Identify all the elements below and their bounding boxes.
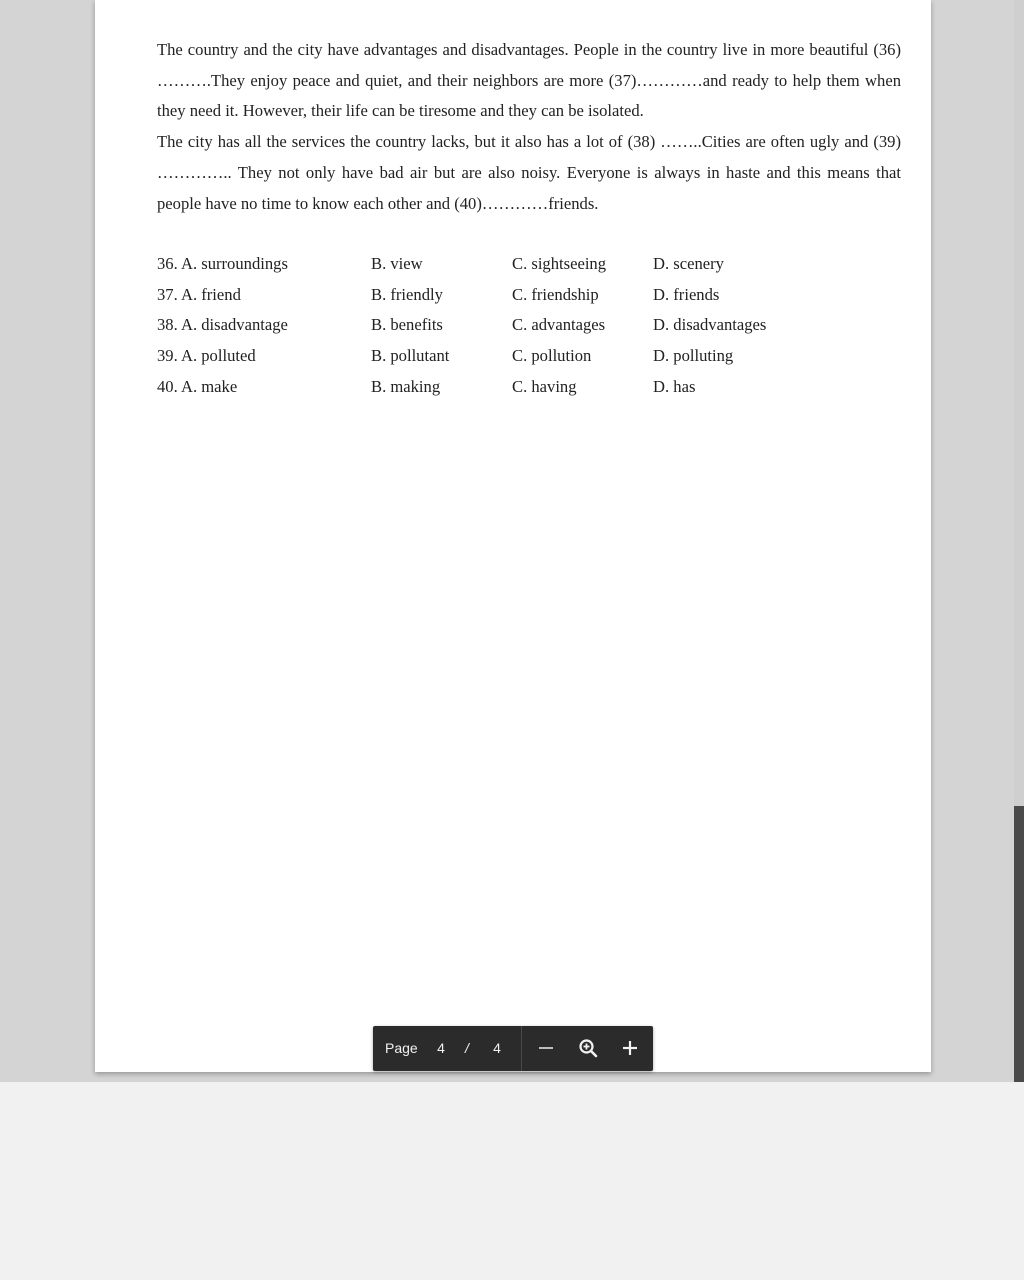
option-a: 37. A. friend bbox=[157, 284, 241, 304]
plus-icon bbox=[620, 1038, 640, 1058]
question-row-38 bbox=[157, 310, 897, 341]
option-d: D. has bbox=[653, 376, 696, 396]
option-a: 39. A. polluted bbox=[157, 346, 256, 366]
zoom-reset-button[interactable] bbox=[571, 1026, 605, 1071]
question-list bbox=[157, 249, 897, 402]
option-b: B. benefits bbox=[371, 315, 443, 335]
zoom-out-button[interactable] bbox=[529, 1026, 563, 1071]
option-c: C. having bbox=[512, 376, 577, 396]
option-c: C. advantages bbox=[512, 315, 606, 335]
document-page bbox=[95, 0, 931, 1072]
magnifier-icon bbox=[578, 1038, 598, 1058]
question-row-36 bbox=[157, 249, 897, 280]
option-a: 38. A. disadvantage bbox=[157, 315, 288, 335]
option-d: D. polluting bbox=[653, 346, 734, 366]
page-label: Page bbox=[385, 1040, 418, 1056]
minus-icon bbox=[536, 1038, 556, 1058]
option-b: B. pollutant bbox=[371, 346, 450, 366]
option-a: 36. A. surroundings bbox=[157, 254, 288, 273]
option-d: D. friends bbox=[653, 284, 720, 304]
current-page-input[interactable]: 4 bbox=[437, 1040, 445, 1056]
question-row-40 bbox=[157, 372, 897, 403]
question-row-37 bbox=[157, 280, 897, 311]
option-b: B. view bbox=[371, 254, 423, 273]
toolbar-divider bbox=[521, 1026, 522, 1071]
option-d: D. scenery bbox=[653, 254, 724, 273]
total-pages: 4 bbox=[493, 1040, 501, 1056]
option-b: B. friendly bbox=[371, 284, 443, 304]
page-separator: / bbox=[465, 1040, 469, 1056]
reading-passage bbox=[157, 35, 901, 219]
option-c: C. friendship bbox=[512, 284, 599, 304]
passage-paragraph-2: The city has all the services the country lacks, but it also has a lot of (38) ……..Cities are often ugly and (39) ………….. They not only have bad air but are also noisy. Everyone is always in haste and this means that people have no time to know each other and (40)…………friends. bbox=[157, 132, 901, 213]
zoom-in-button[interactable] bbox=[613, 1026, 647, 1071]
option-c: C. pollution bbox=[512, 346, 592, 366]
option-c: C. sightseeing bbox=[512, 254, 607, 273]
passage-paragraph-1: The country and the city have advantages and disadvantages. People in the country live in more beautiful (36) ……….They enjoy peace and quiet, and their neighbors are more (37)…………and ready to help them when they need it. However, their life can be tiresome and they can be isolated. bbox=[157, 40, 901, 121]
option-a: 40. A. make bbox=[157, 376, 238, 396]
question-row-39 bbox=[157, 341, 897, 372]
scrollbar-thumb[interactable] bbox=[1014, 806, 1024, 1082]
option-b: B. making bbox=[371, 376, 441, 396]
page-toolbar bbox=[373, 1026, 653, 1071]
option-d: D. disadvantages bbox=[653, 315, 767, 335]
